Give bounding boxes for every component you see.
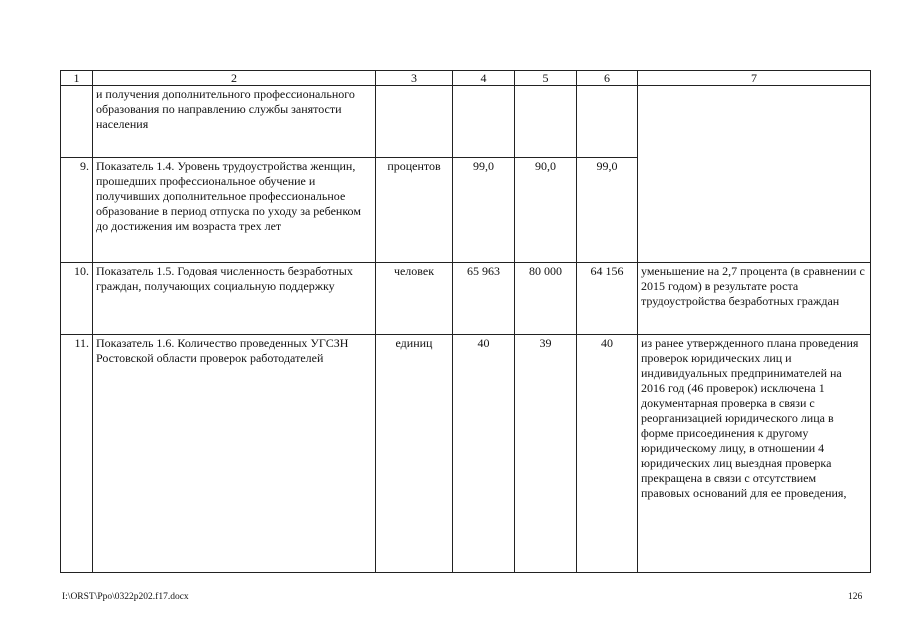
value-cell-5: 90,0 [515,158,577,263]
table-row [61,263,871,335]
table-header-row [61,71,871,86]
value-cell-4 [453,86,515,158]
header-col-6: 6 [577,71,638,86]
value-cell-4: 65 963 [453,263,515,335]
indicator-cell: Показатель 1.4. Уровень трудоустройства женщин, прошедших профессиональное обучение и получивших дополнительное профессиональное образование в период отпуска по уходу за ребенком до достижения им возраста трех лет [93,158,376,263]
header-col-3: 3 [376,71,453,86]
value-cell-6 [577,86,638,158]
indicator-cell: Показатель 1.6. Количество проведенных УГСЗН Ростовской области проверок работодателей [93,335,376,573]
indicator-cell: Показатель 1.5. Годовая численность безработных граждан, получающих социальную поддержку [93,263,376,335]
header-col-1: 1 [61,71,93,86]
note-cell: из ранее утвержденного плана проведения проверок юридических лиц и индивидуальных предпринимателей на 2016 год (46 проверок) исключена 1 документарная проверка в связи с реорганизацией юридического лица в форме присоединения к другому юридическому лицу, в отношении 4 юридических лиц выездная проверка прекращена в связи с отсутствием правовых оснований для ее проведения, [638,335,871,573]
value-cell-6: 99,0 [577,158,638,263]
unit-cell: единиц [376,335,453,573]
value-cell-5 [515,86,577,158]
row-number [61,86,93,158]
header-col-5: 5 [515,71,577,86]
header-col-4: 4 [453,71,515,86]
note-cell: уменьшение на 2,7 процента (в сравнении с 2015 годом) в результате роста трудоустройства безработных граждан [638,263,871,335]
note-cell-merged [638,86,871,263]
value-cell-6: 40 [577,335,638,573]
indicators-table [60,70,871,573]
value-cell-5: 80 000 [515,263,577,335]
table-row-continuation [61,86,871,158]
indicator-cell: и получения дополнительного профессионального образования по направлению службы занятости населения [93,86,376,158]
file-path-footer: I:\ORST\Ppo\0322p202.f17.docx [62,592,189,602]
value-cell-4: 99,0 [453,158,515,263]
row-number: 9. [61,158,93,263]
unit-cell [376,86,453,158]
value-cell-5: 39 [515,335,577,573]
row-number: 10. [61,263,93,335]
value-cell-6: 64 156 [577,263,638,335]
unit-cell: человек [376,263,453,335]
value-cell-4: 40 [453,335,515,573]
header-col-7: 7 [638,71,871,86]
header-col-2: 2 [93,71,376,86]
unit-cell: процентов [376,158,453,263]
row-number: 11. [61,335,93,573]
page-number: 126 [848,592,863,602]
table-row [61,335,871,573]
